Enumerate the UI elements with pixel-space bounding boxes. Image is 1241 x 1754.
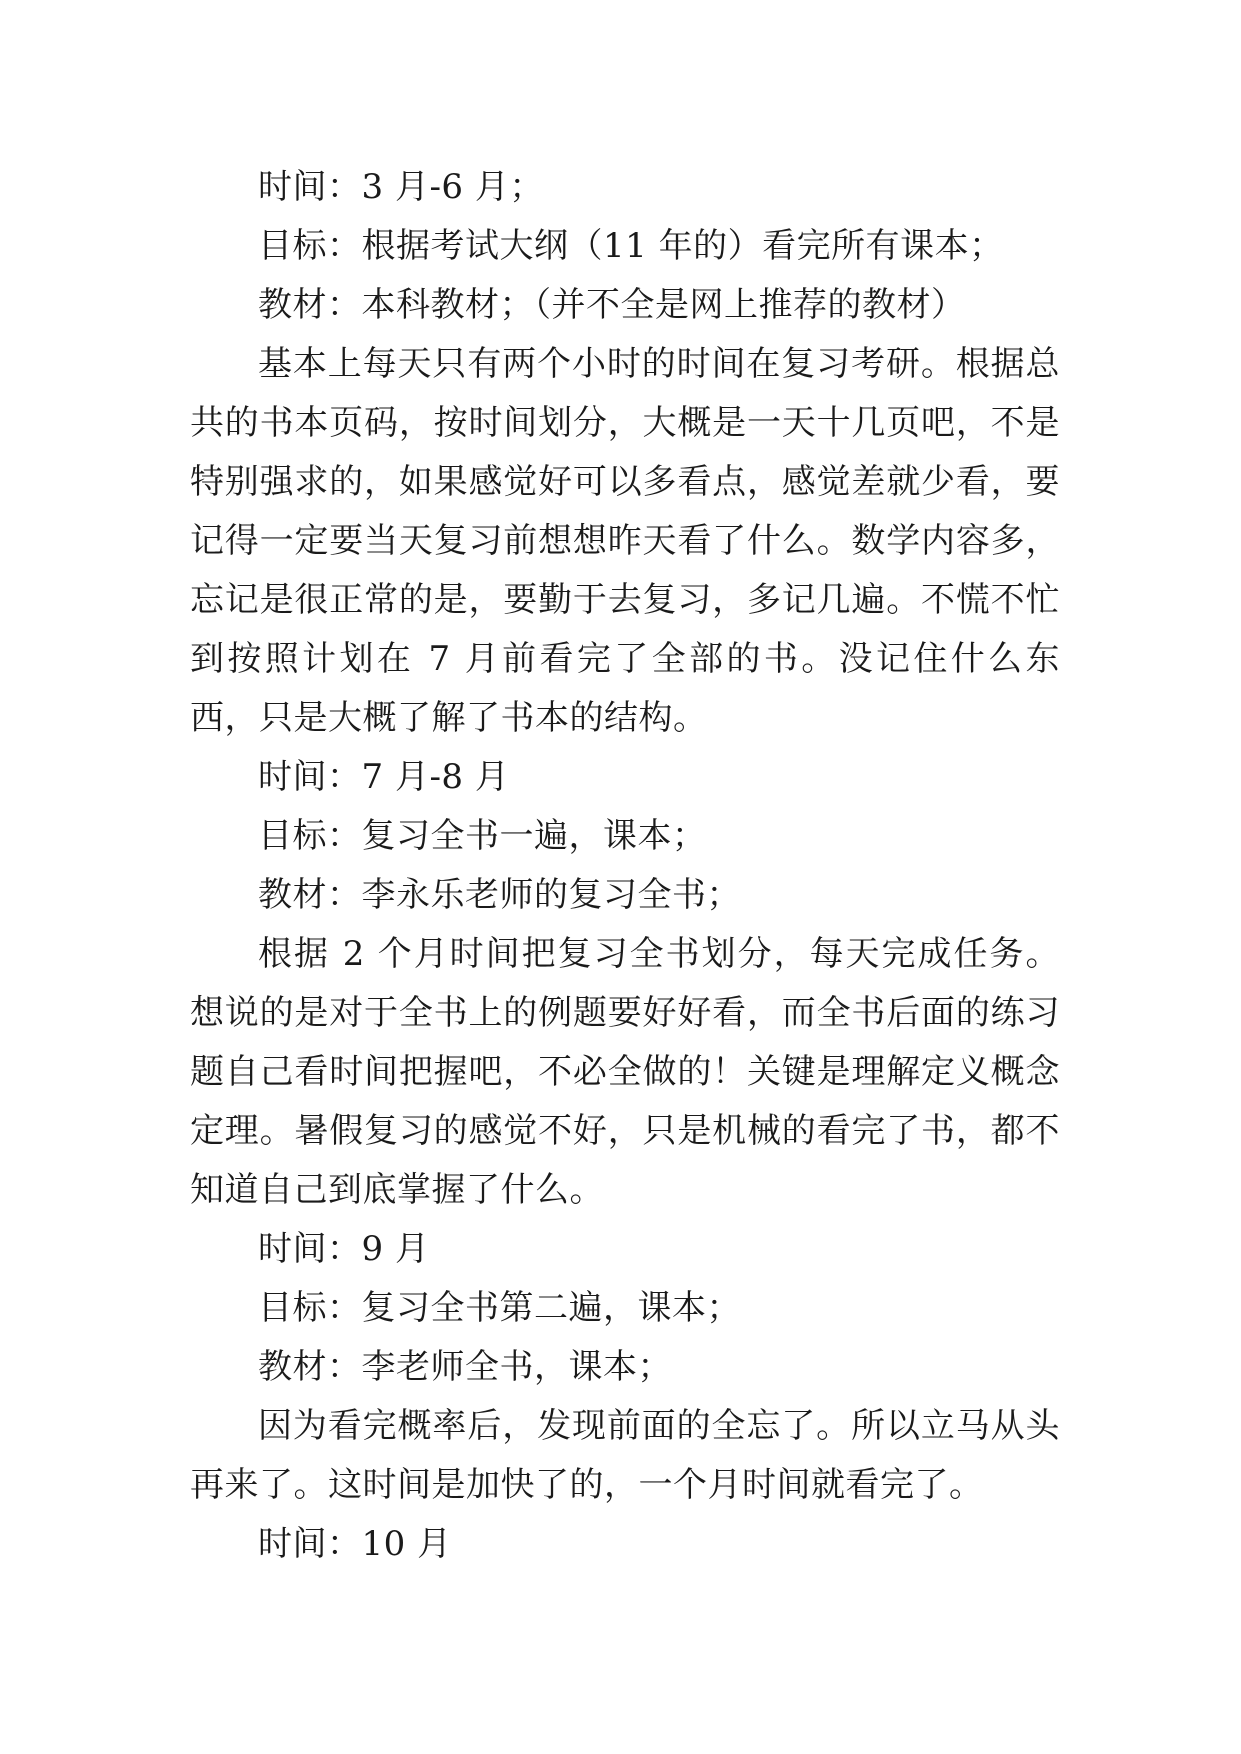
paragraph-time-sep: 时间：9 月 — [258, 1229, 430, 1269]
paragraph-goal-1: 目标：根据考试大纲（11 年的）看完所有课本； — [258, 226, 1004, 266]
paragraph-material-1: 教材：本科教材；（并不全是网上推荐的教材） — [258, 285, 966, 325]
paragraph-material-3: 教材：李老师全书，课本； — [258, 1347, 672, 1387]
paragraph-body-1: 基本上每天只有两个小时的时间在复习考研。根据总共的书本页码，按时间划分，大概是一天十几页吧，不是特别强求的，如果感觉好可以多看点，感觉差就少看，要记得一定要当天复习前想想昨天看了什么。数学内容多，忘记是很正常的是，要勤于去复习，多记几遍。不慌不忙到按照计划在 7 月前看完了全部的书。没记住什么东西，只是大概了解了书本的结构。 — [190, 344, 1060, 738]
paragraph-body-2: 根据 2 个月时间把复习全书划分，每天完成任务。想说的是对于全书上的例题要好好看，而全书后面的练习题自己看时间把握吧，不必全做的！关键是理解定义概念定理。暑假复习的感觉不好，只是机械的看完了书，都不知道自己到底掌握了什么。 — [190, 934, 1060, 1210]
paragraph-goal-3: 目标：复习全书第二遍，课本； — [258, 1288, 741, 1328]
paragraph-time-jul-aug: 时间：7 月-8 月 — [258, 757, 510, 797]
paragraph-time-oct: 时间：10 月 — [258, 1524, 452, 1564]
paragraph-body-3: 因为看完概率后，发现前面的全忘了。所以立马从头再来了。这时间是加快了的，一个月时间就看完了。 — [190, 1406, 1060, 1505]
paragraph-goal-2: 目标：复习全书一遍，课本； — [258, 816, 707, 856]
document-body — [190, 158, 1060, 1574]
paragraph-material-2: 教材：李永乐老师的复习全书； — [258, 875, 741, 915]
paragraph-time-mar-jun: 时间：3 月-6 月； — [258, 167, 544, 207]
